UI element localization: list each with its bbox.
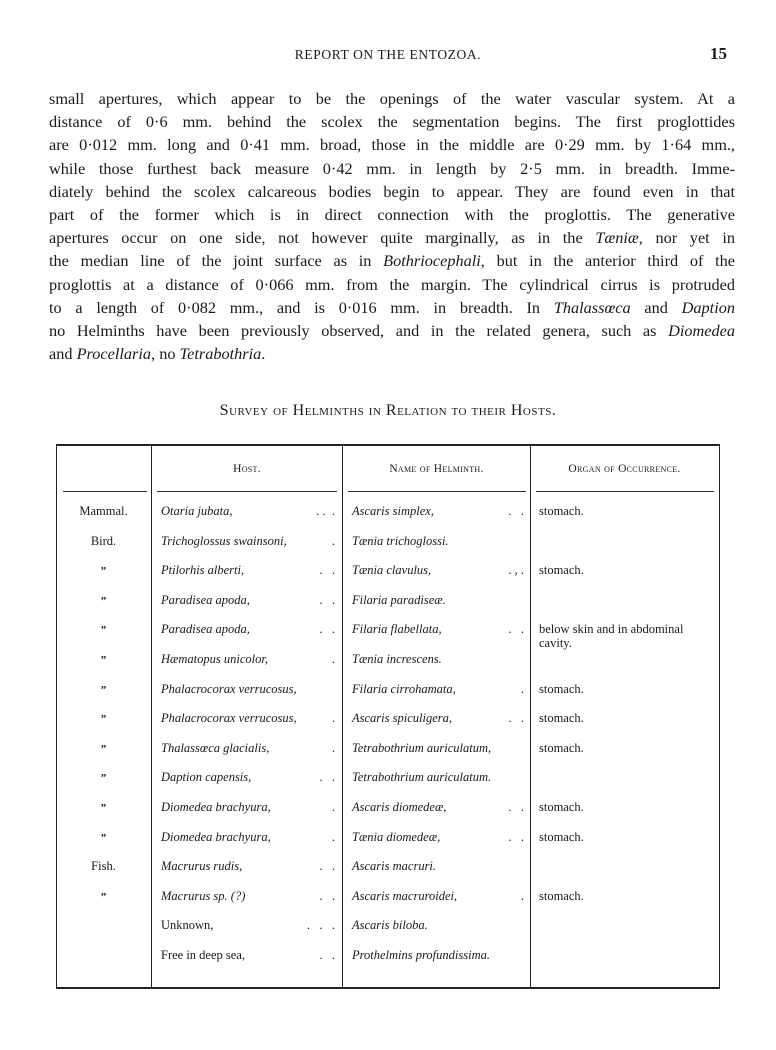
column-header-organ: Organ of Occurrence. — [568, 463, 681, 475]
host-cell-text: Diomedea brachyura, — [161, 829, 271, 844]
host-class-cell — [57, 534, 150, 549]
helminth-cell-text: Filaria cirrohamata, — [352, 681, 456, 696]
helminth-cell — [352, 859, 532, 874]
host-cell-text: Paradisea apoda, — [161, 622, 250, 637]
host-cell-text: Phalacrocorax verrucosus, — [161, 711, 297, 726]
helminth-cell-text: Tetrabothrium auriculatum, — [352, 740, 492, 755]
helminth-cell — [352, 918, 532, 933]
host-class-cell — [57, 504, 150, 519]
helminth-cell-text: Ascaris macruri. — [352, 859, 437, 874]
host-cell — [161, 534, 341, 549]
text-line — [49, 319, 735, 342]
italic-term: Thalassœca — [553, 297, 631, 317]
leader-dots: . — [331, 533, 335, 548]
text-run: small apertures, which appear to be the openings of the water vascular system. At a — [49, 89, 735, 108]
organ-cell-text: below skin and in abdominal cavity. — [539, 622, 684, 651]
helminth-cell-text: Ascaris simplex, — [352, 504, 434, 518]
host-class-cell-text: ” — [100, 683, 107, 696]
host-cell-text: Unknown, — [161, 918, 214, 933]
host-class-cell — [57, 741, 150, 756]
table-row — [57, 504, 719, 530]
text-run: diately behind the scolex calcareous bodies begin to appear. They are found even in that — [49, 181, 735, 201]
leader-dots: . . — [508, 504, 524, 518]
column-header-class — [57, 446, 151, 492]
helminth-cell — [352, 770, 532, 785]
text-line — [49, 296, 735, 319]
host-cell-text: Phalacrocorax verrucosus, — [161, 681, 297, 696]
text-run: while those furthest back measure 0·42 mm. in length by 2·5 mm. in breadth. Imme- — [49, 158, 735, 178]
helminth-cell — [352, 889, 532, 904]
host-cell — [161, 652, 341, 667]
leader-dots: . . . — [306, 918, 335, 933]
table-row — [57, 889, 719, 915]
host-class-cell-text: Bird. — [90, 533, 117, 548]
host-class-cell-text: ” — [100, 890, 107, 903]
italic-term: Procellaria — [76, 344, 152, 364]
text-run: are 0·012 mm. long and 0·41 mm. broad, those in the middle are 0·29 mm. by 1·64 mm., — [49, 135, 735, 155]
table-row — [57, 830, 719, 856]
text-run: apertures occur on one side, not however quite marginally, as in the — [49, 228, 596, 248]
helminth-cell — [352, 593, 532, 608]
helminth-cell — [352, 563, 532, 578]
table-row — [57, 652, 719, 678]
leader-dots: . — [331, 740, 335, 755]
leader-dots: . — [331, 829, 335, 844]
host-class-cell-text: ” — [100, 624, 107, 637]
italic-term: Tæniæ — [595, 228, 639, 248]
helminth-cell — [352, 711, 532, 726]
text-line — [49, 249, 735, 272]
host-class-cell — [57, 830, 150, 845]
running-title: REPORT ON THE ENTOZOA. — [294, 47, 482, 62]
host-class-cell — [57, 711, 150, 726]
host-class-cell — [57, 800, 150, 815]
page-number: 15 — [710, 44, 727, 63]
leader-dots: . . — [319, 592, 335, 607]
helminth-cell — [352, 830, 532, 845]
organ-cell-text: stomach. — [539, 740, 584, 755]
italic-term: Diomedea — [668, 321, 735, 341]
organ-cell — [539, 504, 717, 518]
helminth-cell — [352, 741, 532, 756]
header-rule — [536, 491, 714, 492]
host-cell — [161, 859, 341, 874]
helminth-cell — [352, 682, 532, 697]
leader-dots: . . — [319, 859, 335, 874]
text-run: , no — [151, 344, 180, 364]
helminth-cell-text: Tænia diomedeæ, — [352, 829, 441, 844]
organ-cell-text: stomach. — [539, 800, 584, 814]
table-title: Survey of Helminths in Relation to their Hosts. — [219, 402, 557, 419]
host-cell-text: Trichoglossus swainsoni, — [161, 533, 287, 548]
leader-dots: . — [331, 711, 335, 726]
text-run: . — [261, 344, 266, 364]
host-class-cell-text: ” — [100, 594, 107, 607]
helminth-cell-text: Tænia trichoglossi. — [352, 533, 449, 548]
helminth-cell — [352, 622, 532, 637]
table-row — [57, 800, 719, 826]
leader-dots: . . — [319, 622, 335, 637]
host-class-cell — [57, 593, 150, 608]
text-run: the median line of the joint surface as in — [49, 251, 384, 271]
leader-dots: . . — [319, 948, 335, 962]
host-cell — [161, 622, 341, 637]
host-class-cell-text: ” — [100, 742, 107, 755]
organ-cell-text: stomach. — [539, 504, 584, 518]
table-header-row — [57, 446, 719, 492]
host-cell-text: Macrurus sp. (?) — [161, 888, 246, 903]
helminth-cell — [352, 534, 532, 549]
column-header-helminth: Name of Helminth. — [389, 463, 484, 475]
table-row — [57, 741, 719, 767]
text-line — [49, 180, 735, 203]
host-cell — [161, 918, 341, 933]
organ-cell-text: stomach. — [539, 681, 584, 696]
host-cell — [161, 504, 341, 519]
organ-cell — [539, 889, 717, 903]
host-cell-text: Paradisea apoda, — [161, 592, 250, 607]
helminth-cell-text: Tænia increscens. — [352, 652, 442, 666]
table-row — [57, 593, 719, 619]
table-row — [57, 622, 719, 651]
text-line — [49, 203, 735, 226]
helminth-cell-text: Ascaris diomedeæ, — [352, 800, 447, 814]
host-class-cell — [57, 622, 150, 637]
host-cell — [161, 770, 341, 785]
organ-cell — [539, 830, 717, 844]
table-row — [57, 534, 719, 560]
leader-dots: . — [331, 652, 335, 666]
helminth-cell — [352, 652, 532, 667]
helminth-host-table — [56, 444, 720, 989]
host-class-cell — [57, 889, 150, 904]
body-paragraph — [49, 87, 735, 365]
helminth-cell — [352, 948, 532, 963]
host-cell-text: Daption capensis, — [161, 770, 252, 785]
host-class-cell-text: ” — [100, 772, 107, 785]
host-class-cell-text: Mammal. — [79, 504, 128, 518]
organ-cell — [539, 711, 717, 725]
helminth-cell-text: Tænia clavulus, — [352, 563, 432, 578]
organ-cell — [539, 682, 717, 696]
table-row — [57, 770, 719, 796]
organ-cell — [539, 741, 717, 755]
leader-dots: . — [520, 888, 524, 903]
helminth-cell-text: Filaria flabellata, — [352, 622, 442, 637]
leader-dots: . . — [319, 770, 335, 785]
column-header-host: Host. — [233, 463, 261, 475]
helminth-cell-text: Ascaris macruroidei, — [352, 888, 458, 903]
helminth-cell-text: Ascaris spiculigera, — [352, 711, 452, 726]
leader-dots: . , . — [508, 563, 524, 578]
host-class-cell — [57, 563, 150, 578]
text-line — [49, 87, 735, 110]
organ-cell-text: stomach. — [539, 888, 584, 903]
organ-cell-text: stomach. — [539, 711, 584, 726]
leader-dots: . — [331, 800, 335, 814]
host-cell — [161, 948, 341, 963]
host-cell — [161, 563, 341, 578]
text-run: , but in the anterior third of the — [480, 251, 736, 271]
helminth-cell-text: Prothelmins profundissima. — [352, 948, 490, 962]
italic-term: Bothriocephali — [383, 251, 481, 271]
host-cell-text: Thalassœca glacialis, — [161, 740, 270, 755]
host-cell — [161, 711, 341, 726]
host-cell-text: Diomedea brachyura, — [161, 800, 271, 814]
leader-dots: . . — [508, 622, 524, 637]
host-class-cell-text: ” — [100, 713, 107, 726]
host-class-cell — [57, 859, 150, 874]
table-row — [57, 682, 719, 708]
helminth-cell-text: Ascaris biloba. — [352, 918, 428, 933]
table-row — [57, 859, 719, 885]
host-cell — [161, 682, 341, 697]
host-class-cell-text: ” — [100, 802, 107, 814]
host-class-cell-text: ” — [100, 831, 107, 844]
organ-cell-text: stomach. — [539, 563, 584, 578]
organ-cell — [539, 800, 717, 814]
text-run: distance of 0·6 mm. behind the scolex the segmentation begins. The first proglottides — [49, 112, 735, 132]
leader-dots: . . . — [316, 504, 335, 518]
host-cell-text: Otaria jubata, — [161, 504, 233, 518]
host-class-cell — [57, 770, 150, 785]
host-cell-text: Ptilorhis alberti, — [161, 563, 245, 578]
host-class-cell-text: ” — [100, 565, 107, 578]
leader-dots: . — [520, 681, 524, 696]
table-row — [57, 711, 719, 737]
leader-dots: . . — [508, 800, 524, 814]
text-run: to a length of 0·082 mm., and is 0·016 mm. in breadth. In — [49, 297, 554, 317]
organ-cell — [539, 563, 717, 577]
host-cell — [161, 593, 341, 608]
host-class-cell-text: Fish. — [91, 859, 116, 874]
header-rule — [348, 491, 526, 492]
host-cell-text: Free in deep sea, — [161, 948, 245, 962]
text-line — [49, 273, 735, 296]
text-line — [49, 226, 735, 249]
helminth-cell — [352, 504, 532, 519]
host-class-cell — [57, 682, 150, 697]
host-cell — [161, 741, 341, 756]
text-run: and — [49, 344, 77, 364]
organ-cell-text: stomach. — [539, 829, 584, 844]
host-cell — [161, 830, 341, 845]
text-line — [49, 110, 735, 133]
text-run: part of the former which is in direct connection with the proglottis. The generative — [49, 205, 735, 225]
text-line — [49, 342, 735, 365]
text-run: no Helminths have been previously observed, and in the related genera, such as — [49, 321, 669, 341]
table-row — [57, 563, 719, 589]
helminth-cell — [352, 800, 532, 815]
text-line — [49, 157, 735, 180]
leader-dots: . . — [319, 563, 335, 578]
host-cell — [161, 889, 341, 904]
host-class-cell-text: ” — [100, 654, 107, 666]
helminth-cell-text: Filaria paradiseæ. — [352, 592, 446, 607]
table-row — [57, 948, 719, 974]
host-cell — [161, 800, 341, 815]
text-line — [49, 133, 735, 156]
italic-term: Tetrabothria — [179, 344, 262, 364]
text-run: and — [630, 297, 682, 317]
organ-cell — [539, 622, 717, 650]
leader-dots: . . — [508, 711, 524, 726]
host-class-cell — [57, 652, 150, 667]
page-header — [49, 44, 727, 68]
leader-dots: . . — [508, 829, 524, 844]
header-rule — [157, 491, 337, 492]
header-rule — [63, 491, 147, 492]
text-run: proglottis at a distance of 0·066 mm. from the margin. The cylindrical cirrus is protruded — [49, 274, 735, 294]
text-run: , nor yet in — [638, 228, 735, 248]
table-row — [57, 918, 719, 944]
host-cell-text: Macrurus rudis, — [161, 859, 243, 874]
helminth-cell-text: Tetrabothrium auriculatum. — [352, 770, 492, 785]
italic-term: Daption — [681, 297, 735, 317]
leader-dots: . . — [319, 888, 335, 903]
host-cell-text: Hæmatopus unicolor, — [161, 652, 268, 666]
